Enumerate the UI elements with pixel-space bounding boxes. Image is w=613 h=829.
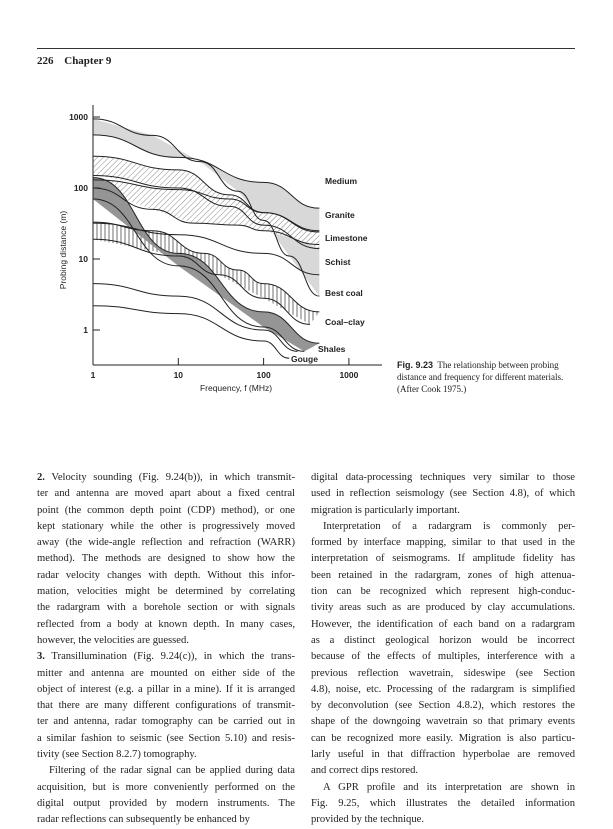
- text-line: digital data-processing techniques very similar to those: [311, 472, 575, 483]
- text-line: object of interest (e.g. a pillar in a mine). If it is arranged: [37, 683, 295, 695]
- text-line: been retained in the radargram, zones of high attenua-: [311, 569, 575, 581]
- text-line: tivity areas such as are produced by clay accumulations.: [311, 602, 575, 614]
- text-line: can be recognized more easily. Migration is also particu-: [311, 732, 575, 744]
- text-line: radar velocity changes with depth. Without this infor-: [37, 569, 295, 581]
- text-line: digital output provided by modern instruments. The: [37, 797, 295, 809]
- text-line: and correct dips restored.: [311, 765, 419, 777]
- text-line: method). The methods are designed to show how the: [37, 553, 295, 565]
- y-axis-label: Probing distance (m): [58, 210, 68, 290]
- label-granite: Granite: [325, 210, 355, 220]
- page-number: 226: [37, 55, 54, 67]
- body-column-right: [311, 470, 575, 829]
- text-line: tion can be recognized which represent high-conduc-: [311, 586, 575, 598]
- label-medium: Medium: [325, 176, 358, 186]
- text-line: previous reflection wavetrain, sideswipe (see Section: [311, 667, 575, 679]
- text-line: however, the velocities are guessed.: [37, 634, 189, 646]
- text-line: However, the identification of each band on a radargram: [311, 618, 575, 630]
- list-number: 2.: [37, 472, 45, 483]
- label-best-coal: Best coal: [325, 288, 363, 298]
- text-line: provided by the technique.: [311, 814, 424, 826]
- x-axis-label: Frequency, f (MHz): [199, 383, 273, 393]
- text-line: acquisition, but is more conveniently performed on the: [37, 781, 295, 793]
- text-line: Filtering of the radar signal can be applied during data: [49, 765, 295, 777]
- label-gouge: Gouge: [291, 354, 318, 364]
- text-line: used in reflection seismology (see Section 4.8), of which: [311, 488, 575, 500]
- text-line: A GPR profile and its interpretation are shown in: [323, 781, 575, 793]
- text-line: point (the common depth point (CDP) method), or one: [37, 504, 295, 516]
- y-tick-label: 10: [78, 254, 88, 264]
- text-line: as a distinct geological horizon would be incorrect: [311, 634, 575, 646]
- text-line: 4.8), noise, etc. Processing of the radargram is simplified: [311, 683, 575, 695]
- text-line: because of the effects of multiples, interference with a: [311, 651, 575, 663]
- y-tick-label: 100: [73, 183, 88, 193]
- text-line: ter and antenna, radar tomography can be carried out in: [37, 716, 295, 728]
- figure-caption: [397, 359, 572, 395]
- text-line: migration is particularly important.: [311, 504, 460, 516]
- label-limestone: Limestone: [325, 233, 368, 243]
- list-number: 3.: [37, 651, 45, 663]
- text-line: that there are many different configurations of transmit-: [37, 700, 295, 712]
- x-tick-label: 100: [256, 370, 271, 380]
- text-line: formed by interface mapping, similar to that used in the: [311, 537, 575, 549]
- figure-label: Fig. 9.23: [397, 360, 434, 370]
- text-line: away (the wide-angle reflection and refraction (WARR): [37, 537, 295, 549]
- text-line: Interpretation of a radargram is commonly per-: [323, 520, 575, 532]
- text-line: Fig. 9.25, which illustrates the detailed information: [311, 797, 575, 809]
- text-line: ter and antenna are moved apart about a fixed central: [37, 488, 295, 500]
- y-tick-label: 1: [83, 325, 88, 335]
- text-line: tivity (see Section 8.2.7) tomography.: [37, 749, 197, 761]
- text-line: shape of the downgoing wavetrain so that primary events: [311, 716, 575, 728]
- figure-caption-text: The relationship between probing distance and frequency for different materials. (After Cook 1975.): [397, 360, 564, 394]
- text-line: larly useful in that diffraction hyperbolae are removed: [311, 749, 575, 761]
- text-line: a similar fashion to seismic (see Section 5.10) and resis-: [37, 732, 295, 744]
- text-line: mitter and antenna are mounted on either side of the: [37, 667, 295, 679]
- y-tick-label: 1000: [69, 112, 88, 122]
- x-tick-label: 1: [90, 370, 96, 380]
- text-line: mation, velocities might be determined by correlating: [37, 586, 295, 598]
- text-line: the radargram with a borehole section or with signals: [37, 602, 295, 614]
- text-line: 2. Velocity sounding (Fig. 9.24(b)), in which transmit-: [37, 472, 295, 483]
- text-line: 3. Transillumination (Fig. 9.24(c)), in which the trans-: [37, 651, 295, 663]
- body-column-left: [37, 470, 295, 829]
- chapter-title: Chapter 9: [64, 55, 112, 67]
- text-line: radar reflections can subsequently be enhanced by: [37, 814, 250, 826]
- x-tick-label: 10: [173, 370, 184, 380]
- label-schist: Schist: [325, 257, 351, 267]
- text-line: kept stationary while the other is progressively moved: [37, 520, 295, 532]
- text-line: by deconvolution (see Section 4.8.2), which restores the: [311, 700, 575, 712]
- label-coal-clay: Coal–clay: [325, 317, 365, 327]
- text-line: interpretation of seismograms. If amplitude fidelity has: [311, 553, 575, 565]
- x-tick-label: 1000: [339, 370, 359, 380]
- label-shales: Shales: [318, 344, 346, 354]
- text-line: reflected from a body at known depth. In many cases,: [37, 618, 295, 630]
